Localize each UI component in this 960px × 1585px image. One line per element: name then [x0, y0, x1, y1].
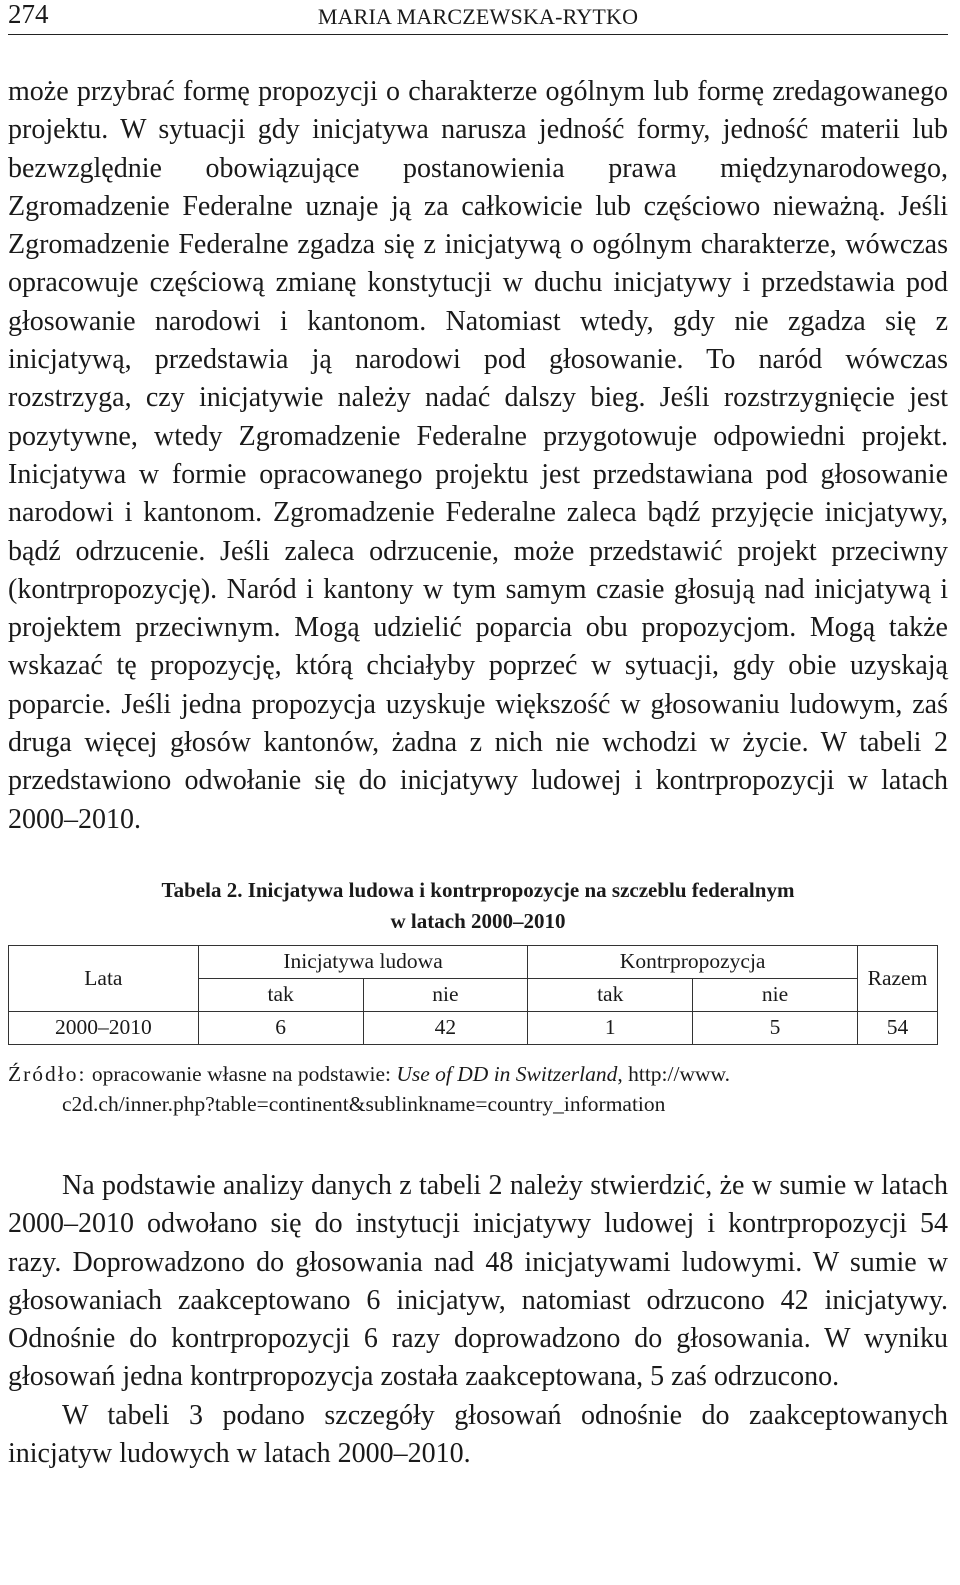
header-razem: Razem [857, 945, 937, 1011]
page-number: 274 [8, 0, 49, 29]
source-url-line: c2d.ch/inner.php?table=continent&sublinkname=country_information [62, 1091, 666, 1116]
cell-razem: 54 [857, 1011, 937, 1044]
table-block [8, 875, 948, 1119]
source-title: Use of DD in Switzerland [396, 1061, 618, 1086]
header-kon-tak: tak [528, 978, 693, 1011]
header-inicjatywa: Inicjatywa ludowa [198, 945, 528, 978]
table-caption-line1: Tabela 2. Inicjatywa ludowa i kontrpropozycje na szczeblu federalnym [161, 877, 795, 902]
source-text-before: opracowanie własne na podstawie: [86, 1061, 397, 1086]
table-caption-line2: w latach 2000–2010 [390, 908, 566, 933]
data-table [8, 945, 938, 1045]
cell-kon-tak: 1 [528, 1011, 693, 1044]
table-row [9, 1011, 938, 1044]
table-source [8, 1059, 948, 1119]
body-text-after-table [8, 1167, 948, 1473]
source-label: Źródło: [8, 1061, 87, 1086]
header-lata: Lata [9, 945, 199, 1011]
source-text-after: , http://www. [617, 1061, 731, 1086]
table-header-row [9, 945, 938, 978]
cell-kon-nie: 5 [693, 1011, 858, 1044]
cell-ini-tak: 6 [198, 1011, 363, 1044]
cell-ini-nie: 42 [363, 1011, 528, 1044]
paragraph-analysis: Na podstawie analizy danych z tabeli 2 należy stwierdzić, że w sumie w latach 2000–2010 odwołano się do instytucji inicjatywy ludowej i kontrpropozycji 54 razy. Doprowadzono do głosowania nad 48 inicjatywami ludowymi. W sumie w głosowaniach zaakceptowano 6 inicjatyw, natomiast odrzucono 42 inicjatywy. Odnośnie do kontrpropozycji 6 razy doprowadzono do głosowania. W wyniku głosowań jedna kontrpropozycja została zaakceptowana, 5 zaś odrzucono. [8, 1169, 948, 1393]
running-header [8, 0, 948, 35]
header-ini-tak: tak [198, 978, 363, 1011]
cell-lata: 2000–2010 [9, 1011, 199, 1044]
paragraph-continued: może przybrać formę propozycji o charakterze ogólnym lub formę zredagowanego projektu. W sytuacji gdy inicjatywa narusza jedność formy, jedność materii lub bezwzględnie obowiązujące postanowienia prawa międzynarodowego, Zgromadzenie Federalne uznaje ją za całkowicie lub częściowo nieważną. Jeśli Zgromadzenie Federalne zgadza się z inicjatywą o ogólnym charakterze, wówczas opracowuje częściową zmianę konstytucji w duchu inicjatywy i przedstawia pod głosowanie narodowi i kantonom. Natomiast wtedy, gdy nie zgadza się z inicjatywą, przedstawia ją narodowi pod głosowanie. To naród wówczas rozstrzyga, czy inicjatywie należy nadać dalszy bieg. Jeśli rozstrzygnięcie jest pozytywne, wtedy Zgromadzenie Federalne przygotowuje odpowiedni projekt. Inicjatywa w formie opracowanego projektu jest przedstawiana pod głosowanie narodowi i kantonom. Zgromadzenie Federalne zaleca bądź przyjęcie inicjatywy, bądź odrzucenie. Jeśli zaleca odrzucenie, może przedstawić projekt przeciwny (kontrpropozycję). Naród i kantony w tym samym czasie głosują nad inicjatywą i projektem przeciwnym. Mogą udzielić poparcia obu propozycjom. Mogą także wskazać tę propozycję, którą chciałyby poprzeć w sytuacji, gdy obie uzyskają poparcie. Jeśli jedna propozycja uzyskuje większość w głosowaniu ludowym, zaś druga więcej głosów kantonów, żadna z nich nie wchodzi w życie. W tabeli 2 przedstawiono odwołanie się do inicjatywy ludowej i kontrpropozycji w latach 2000–2010. [8, 76, 948, 835]
header-kon-nie: nie [693, 978, 858, 1011]
running-head-author: MARIA MARCZEWSKA-RYTKO [317, 4, 639, 29]
paragraph-table3-intro: W tabeli 3 podano szczegóły głosowań odnośnie do zaakceptowanych inicjatyw ludowych w latach 2000–2010. [8, 1399, 948, 1470]
table-caption [8, 875, 948, 937]
body-text [8, 73, 948, 839]
header-ini-nie: nie [363, 978, 528, 1011]
header-kontrpropozycja: Kontrpropozycja [528, 945, 858, 978]
